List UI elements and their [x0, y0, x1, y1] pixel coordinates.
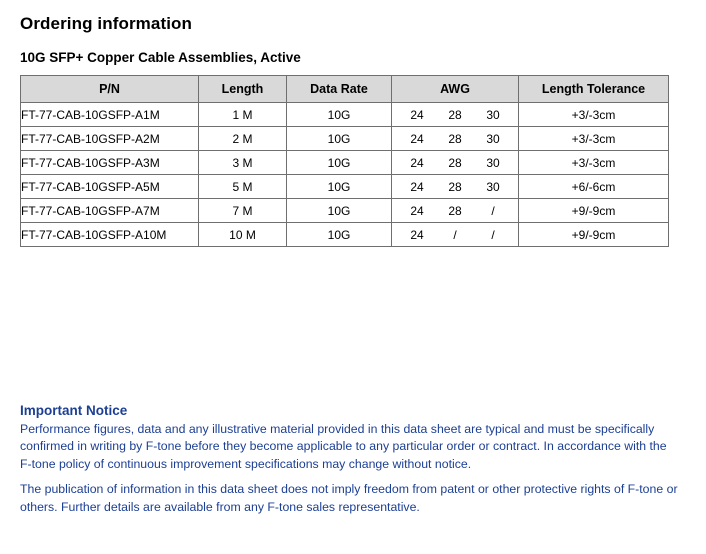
cell-data-rate: 10G: [287, 175, 392, 199]
awg-value: 24: [410, 131, 424, 146]
table-row: [21, 223, 669, 247]
cell-length-tolerance: +3/-3cm: [519, 103, 669, 127]
awg-value: 30: [486, 107, 500, 122]
awg-value: 28: [448, 107, 462, 122]
awg-value: /: [491, 227, 495, 242]
table-row: [21, 103, 669, 127]
cell-length: 3 M: [199, 151, 287, 175]
cell-pn: FT-77-CAB-10GSFP-A3M: [21, 151, 199, 175]
table-row: [21, 199, 669, 223]
cell-awg: [392, 127, 519, 151]
cell-length-tolerance: +6/-6cm: [519, 175, 669, 199]
cell-data-rate: 10G: [287, 151, 392, 175]
table-header-row: [21, 76, 669, 103]
cell-length-tolerance: +3/-3cm: [519, 127, 669, 151]
table-row: [21, 127, 669, 151]
cell-data-rate: 10G: [287, 127, 392, 151]
cell-pn: FT-77-CAB-10GSFP-A7M: [21, 199, 199, 223]
cell-data-rate: 10G: [287, 103, 392, 127]
section-title: 10G SFP+ Copper Cable Assemblies, Active: [20, 50, 301, 65]
column-header-data-rate: Data Rate: [287, 76, 392, 103]
awg-value: 30: [486, 131, 500, 146]
awg-value: 30: [486, 155, 500, 170]
column-header-pn: P/N: [21, 76, 199, 103]
cell-awg: [392, 223, 519, 247]
important-notice-paragraph: The publication of information in this data sheet does not imply freedom from patent or other protective rights of F-tone or others. Further details are available from any F-tone sales representative.: [20, 482, 678, 514]
cell-data-rate: 10G: [287, 223, 392, 247]
cell-length-tolerance: +9/-9cm: [519, 199, 669, 223]
page-title: Ordering information: [20, 14, 192, 33]
important-notice-paragraph: Performance figures, data and any illustrative material provided in this data sheet are typical and must be specifically confirmed in writing by F-tone before they become applicable to any particular order or contract. In accordance with the F-tone policy of continuous improvement specifications may change without notice.: [20, 422, 667, 471]
cell-length: 7 M: [199, 199, 287, 223]
cell-length: 2 M: [199, 127, 287, 151]
cell-pn: FT-77-CAB-10GSFP-A2M: [21, 127, 199, 151]
column-header-length: Length: [199, 76, 287, 103]
table-row: [21, 175, 669, 199]
cell-length: 5 M: [199, 175, 287, 199]
cell-awg: [392, 175, 519, 199]
cell-length: 1 M: [199, 103, 287, 127]
cell-length: 10 M: [199, 223, 287, 247]
ordering-information-table: [20, 75, 669, 247]
important-notice-title: Important Notice: [20, 403, 128, 418]
awg-value: 28: [448, 203, 462, 218]
cell-pn: FT-77-CAB-10GSFP-A1M: [21, 103, 199, 127]
cell-pn: FT-77-CAB-10GSFP-A5M: [21, 175, 199, 199]
column-header-awg: AWG: [392, 76, 519, 103]
awg-value: 24: [410, 107, 424, 122]
column-header-length-tolerance: Length Tolerance: [519, 76, 669, 103]
cell-data-rate: 10G: [287, 199, 392, 223]
cell-length-tolerance: +3/-3cm: [519, 151, 669, 175]
awg-value: 28: [448, 131, 462, 146]
awg-value: 30: [486, 179, 500, 194]
cell-length-tolerance: +9/-9cm: [519, 223, 669, 247]
cell-awg: [392, 199, 519, 223]
awg-value: 28: [448, 179, 462, 194]
awg-value: 24: [410, 227, 424, 242]
awg-value: 24: [410, 203, 424, 218]
awg-value: /: [491, 203, 495, 218]
cell-awg: [392, 103, 519, 127]
awg-value: 28: [448, 155, 462, 170]
awg-value: 24: [410, 179, 424, 194]
cell-awg: [392, 151, 519, 175]
awg-value: 24: [410, 155, 424, 170]
awg-value: /: [453, 227, 457, 242]
cell-pn: FT-77-CAB-10GSFP-A10M: [21, 223, 199, 247]
table-row: [21, 151, 669, 175]
document-page: [0, 0, 706, 247]
important-notice-section: [20, 403, 680, 516]
